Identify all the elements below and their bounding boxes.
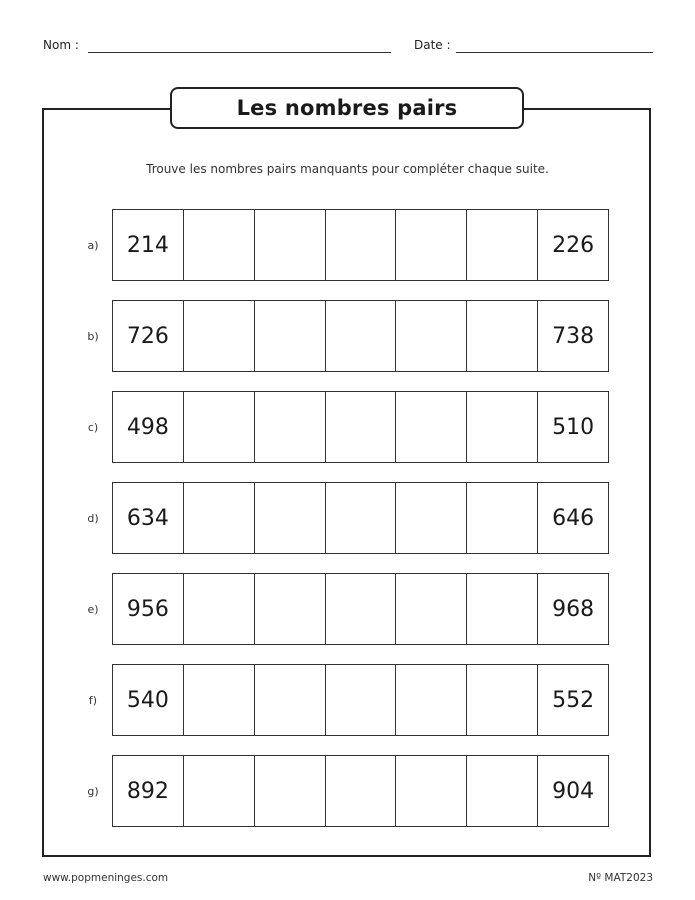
answer-cell[interactable]	[396, 483, 467, 554]
row-label: d)	[87, 511, 99, 525]
answer-cell[interactable]	[326, 483, 397, 554]
answer-cell[interactable]	[184, 301, 255, 372]
row-label: b)	[87, 329, 99, 343]
answer-cell[interactable]	[396, 756, 467, 827]
answer-cell[interactable]	[326, 665, 397, 736]
answer-cell[interactable]	[255, 483, 326, 554]
answer-cell[interactable]	[326, 392, 397, 463]
answer-cell[interactable]	[396, 665, 467, 736]
answer-cell[interactable]	[255, 665, 326, 736]
row-label: a)	[87, 238, 99, 252]
start-number-cell: 498	[113, 392, 184, 463]
worksheet-title: Les nombres pairs	[170, 87, 524, 129]
end-number-cell: 226	[538, 210, 609, 281]
exercise-row	[0, 664, 695, 736]
answer-cell[interactable]	[255, 574, 326, 645]
number-sequence	[112, 573, 609, 645]
answer-cell[interactable]	[326, 301, 397, 372]
footer-reference: Nº MAT2023	[588, 872, 653, 884]
row-label: c)	[87, 420, 99, 434]
number-sequence	[112, 209, 609, 281]
end-number-cell: 552	[538, 665, 609, 736]
row-label: f)	[88, 693, 98, 707]
answer-cell[interactable]	[255, 301, 326, 372]
answer-cell[interactable]	[255, 756, 326, 827]
end-number-cell: 968	[538, 574, 609, 645]
date-label: Date :	[414, 38, 451, 52]
end-number-cell: 904	[538, 756, 609, 827]
footer-url[interactable]: www.popmeninges.com	[43, 872, 169, 884]
end-number-cell: 510	[538, 392, 609, 463]
answer-cell[interactable]	[396, 301, 467, 372]
answer-cell[interactable]	[255, 210, 326, 281]
number-sequence	[112, 482, 609, 554]
answer-cell[interactable]	[184, 665, 255, 736]
answer-cell[interactable]	[184, 756, 255, 827]
number-sequence	[112, 391, 609, 463]
start-number-cell: 956	[113, 574, 184, 645]
start-number-cell: 214	[113, 210, 184, 281]
instruction-text: Trouve les nombres pairs manquants pour compléter chaque suite.	[146, 162, 549, 176]
end-number-cell: 646	[538, 483, 609, 554]
answer-cell[interactable]	[467, 574, 538, 645]
answer-cell[interactable]	[467, 665, 538, 736]
answer-cell[interactable]	[396, 574, 467, 645]
answer-cell[interactable]	[184, 392, 255, 463]
answer-cell[interactable]	[467, 392, 538, 463]
answer-cell[interactable]	[184, 210, 255, 281]
exercise-row	[0, 755, 695, 827]
answer-cell[interactable]	[184, 483, 255, 554]
name-label: Nom :	[43, 38, 79, 52]
answer-cell[interactable]	[396, 392, 467, 463]
start-number-cell: 634	[113, 483, 184, 554]
exercise-row	[0, 482, 695, 554]
answer-cell[interactable]	[255, 392, 326, 463]
answer-cell[interactable]	[326, 756, 397, 827]
start-number-cell: 726	[113, 301, 184, 372]
start-number-cell: 892	[113, 756, 184, 827]
answer-cell[interactable]	[467, 301, 538, 372]
answer-cell[interactable]	[467, 210, 538, 281]
name-input-line[interactable]	[88, 52, 391, 53]
exercise-row	[0, 391, 695, 463]
row-label: g)	[87, 784, 99, 798]
answer-cell[interactable]	[467, 483, 538, 554]
start-number-cell: 540	[113, 665, 184, 736]
exercise-row	[0, 573, 695, 645]
row-label: e)	[87, 602, 99, 616]
answer-cell[interactable]	[326, 574, 397, 645]
answer-cell[interactable]	[326, 210, 397, 281]
end-number-cell: 738	[538, 301, 609, 372]
number-sequence	[112, 755, 609, 827]
number-sequence	[112, 300, 609, 372]
answer-cell[interactable]	[184, 574, 255, 645]
answer-cell[interactable]	[396, 210, 467, 281]
number-sequence	[112, 664, 609, 736]
answer-cell[interactable]	[467, 756, 538, 827]
exercise-row	[0, 300, 695, 372]
exercise-row	[0, 209, 695, 281]
date-input-line[interactable]	[456, 52, 653, 53]
